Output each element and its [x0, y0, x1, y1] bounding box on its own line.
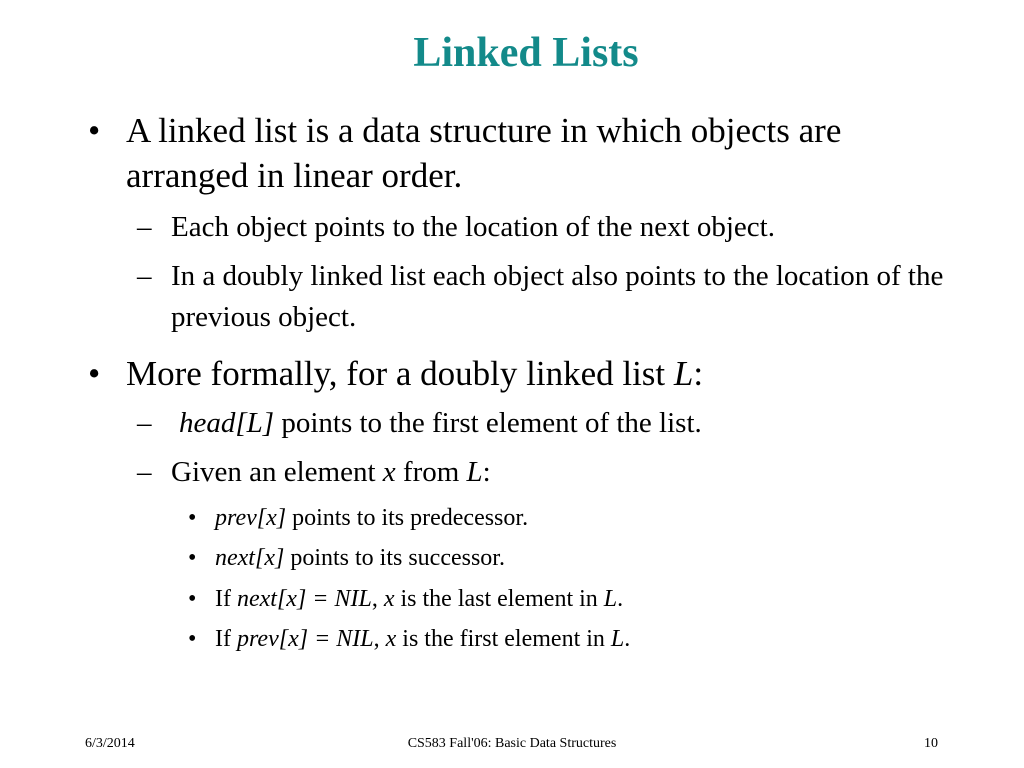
sub-bullet-head	[137, 403, 951, 444]
sub-sub-bullet-prev	[188, 503, 955, 533]
text-prev-nil: prev[x] = NIL	[236, 626, 374, 652]
sub-sub-bullet-next-nil	[188, 584, 955, 614]
text-comma: ,	[373, 626, 386, 652]
text-x: x	[382, 456, 396, 488]
footer-date: 6/3/2014	[85, 736, 135, 751]
bullet-marker: •	[88, 111, 101, 150]
text-x: x	[383, 586, 395, 612]
dash-marker: –	[137, 211, 152, 243]
text-colon: :	[482, 456, 491, 488]
sub-bullet-text: Each object points to the location of the next object.	[171, 211, 775, 243]
bullet-text-l: L	[673, 354, 694, 393]
dash-marker: –	[137, 456, 152, 488]
head-l-term: head[L]	[179, 407, 275, 439]
bullet-marker: •	[188, 505, 197, 531]
prev-x-term: prev[x]	[215, 505, 287, 531]
bullet-more-formally	[88, 351, 966, 396]
text-last: is the last element in	[394, 586, 604, 612]
text: points to its successor.	[284, 545, 505, 571]
text-first: is the first element in	[396, 626, 611, 652]
text-l: L	[610, 626, 625, 652]
footer-course: CS583 Fall'06: Basic Data Structures	[407, 736, 617, 751]
text-if: If	[215, 586, 237, 612]
slide-title: Linked Lists	[413, 30, 639, 76]
dash-marker: –	[137, 407, 152, 439]
sub-bullet-doubly-linked	[137, 256, 951, 338]
footer-page-number: 10	[924, 736, 938, 751]
dash-marker: –	[137, 260, 152, 292]
sub-bullet-text: points to the first element of the list.	[274, 407, 702, 439]
sub-sub-bullet-prev-nil	[188, 624, 955, 654]
bullet-marker: •	[88, 354, 101, 393]
text-a: Given an element	[171, 456, 383, 488]
text: points to its predecessor.	[286, 505, 529, 531]
sub-bullet-text: In a doubly linked list each object also points to the location of the previous object.	[171, 260, 944, 333]
bullet-text-colon: :	[693, 354, 704, 393]
sub-sub-bullet-next	[188, 543, 955, 573]
text-if: If	[215, 626, 237, 652]
text-x: x	[385, 626, 397, 652]
bullet-linked-list-definition	[88, 108, 966, 198]
bullet-text-a: More formally, for a doubly linked list	[126, 354, 674, 393]
bullet-marker: •	[188, 545, 197, 571]
text-comma: ,	[371, 586, 384, 612]
text-l: L	[603, 586, 618, 612]
text-l: L	[466, 456, 483, 488]
sub-bullet-given-element	[137, 452, 951, 493]
bullet-marker: •	[188, 586, 197, 612]
sub-bullet-next-pointer	[137, 207, 951, 248]
text-next-nil: next[x] = NIL	[236, 586, 372, 612]
text-period: .	[624, 626, 631, 652]
bullet-text: A linked list is a data structure in which objects are arranged in linear order.	[126, 111, 842, 195]
text-period: .	[617, 586, 624, 612]
text-from: from	[395, 456, 467, 488]
bullet-marker: •	[188, 626, 197, 652]
next-x-term: next[x]	[215, 545, 285, 571]
